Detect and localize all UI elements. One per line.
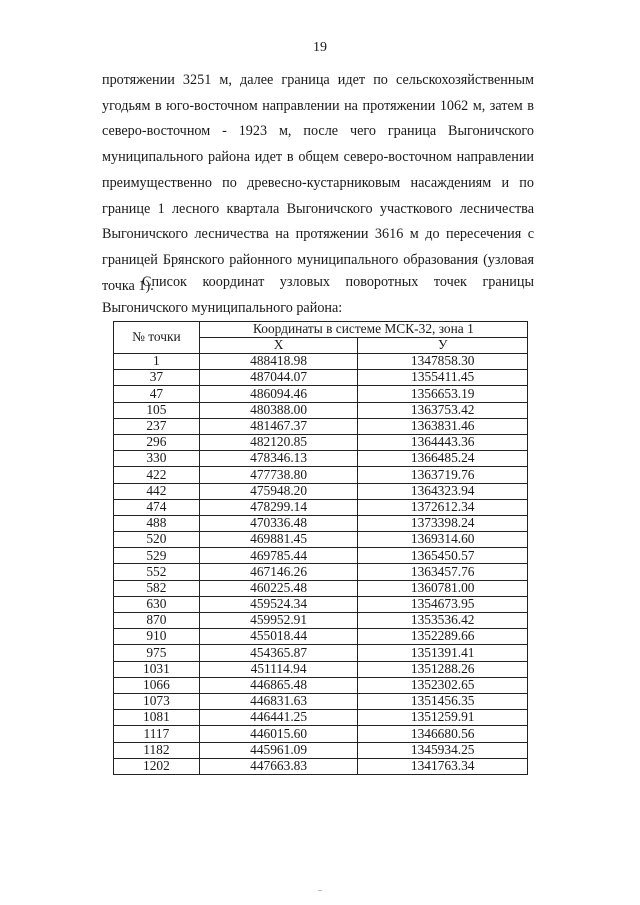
cell-x: 447663.83 bbox=[199, 758, 358, 774]
cell-y: 1364443.36 bbox=[358, 434, 528, 450]
cell-point-number: 296 bbox=[114, 434, 200, 450]
cell-y: 1363719.76 bbox=[358, 467, 528, 483]
cell-y: 1351259.91 bbox=[358, 710, 528, 726]
cell-point-number: 630 bbox=[114, 596, 200, 612]
cell-point-number: 582 bbox=[114, 580, 200, 596]
cell-y: 1363831.46 bbox=[358, 418, 528, 434]
cell-y: 1353536.42 bbox=[358, 613, 528, 629]
table-row bbox=[114, 402, 528, 418]
cell-point-number: 237 bbox=[114, 418, 200, 434]
table-row bbox=[114, 613, 528, 629]
header-x: X bbox=[199, 338, 358, 354]
cell-y: 1341763.34 bbox=[358, 758, 528, 774]
cell-x: 481467.37 bbox=[199, 418, 358, 434]
cell-x: 451114.94 bbox=[199, 661, 358, 677]
table-row bbox=[114, 370, 528, 386]
table-row bbox=[114, 483, 528, 499]
cell-x: 475948.20 bbox=[199, 483, 358, 499]
cell-point-number: 1117 bbox=[114, 726, 200, 742]
cell-point-number: 975 bbox=[114, 645, 200, 661]
cell-x: 454365.87 bbox=[199, 645, 358, 661]
cell-x: 459524.34 bbox=[199, 596, 358, 612]
cell-point-number: 37 bbox=[114, 370, 200, 386]
cell-x: 469785.44 bbox=[199, 548, 358, 564]
cell-point-number: 1182 bbox=[114, 742, 200, 758]
cell-y: 1347858.30 bbox=[358, 354, 528, 370]
cell-point-number: 520 bbox=[114, 532, 200, 548]
cell-x: 488418.98 bbox=[199, 354, 358, 370]
cell-x: 478346.13 bbox=[199, 451, 358, 467]
coordinates-table-body bbox=[114, 354, 528, 775]
cell-y: 1363457.76 bbox=[358, 564, 528, 580]
cell-y: 1373398.24 bbox=[358, 515, 528, 531]
cell-point-number: 1066 bbox=[114, 677, 200, 693]
table-row bbox=[114, 693, 528, 709]
cell-x: 467146.26 bbox=[199, 564, 358, 580]
body-paragraph-coordinates-intro: Список координат узловых поворотных точек границы Выгоничского муниципального района: bbox=[102, 274, 534, 316]
table-row bbox=[114, 386, 528, 402]
table-row bbox=[114, 645, 528, 661]
cell-point-number: 422 bbox=[114, 467, 200, 483]
footer-mark bbox=[318, 890, 322, 891]
table-row bbox=[114, 418, 528, 434]
cell-x: 446831.63 bbox=[199, 693, 358, 709]
cell-point-number: 1 bbox=[114, 354, 200, 370]
cell-point-number: 442 bbox=[114, 483, 200, 499]
cell-y: 1355411.45 bbox=[358, 370, 528, 386]
cell-y: 1354673.95 bbox=[358, 596, 528, 612]
table-row bbox=[114, 596, 528, 612]
table-row bbox=[114, 354, 528, 370]
coordinates-table bbox=[113, 321, 528, 775]
cell-x: 460225.48 bbox=[199, 580, 358, 596]
table-row bbox=[114, 726, 528, 742]
table-row bbox=[114, 499, 528, 515]
cell-y: 1360781.00 bbox=[358, 580, 528, 596]
cell-y: 1369314.60 bbox=[358, 532, 528, 548]
cell-point-number: 1202 bbox=[114, 758, 200, 774]
cell-y: 1356653.19 bbox=[358, 386, 528, 402]
cell-x: 478299.14 bbox=[199, 499, 358, 515]
cell-x: 477738.80 bbox=[199, 467, 358, 483]
table-row bbox=[114, 710, 528, 726]
cell-point-number: 1081 bbox=[114, 710, 200, 726]
body-paragraph-boundary: протяжении 3251 м, далее граница идет по сельскохозяйственным угодьям в юго-восточном направлении на протяжении 1062 м, затем в северо-восточном - 1923 м, после чего граница Выгоничского муниципального района идет в общем северо-восточном направлении преимущественно по древесно-кустарниковым насаждениям и по границе 1 лесного квартала Выгоничского участкового лесничества Выгоничского лесничества на протяжении 3616 м до пересечения с границей Брянского районного муниципального образования (узловая точка 1). bbox=[102, 72, 534, 294]
table-row bbox=[114, 548, 528, 564]
cell-point-number: 870 bbox=[114, 613, 200, 629]
cell-x: 480388.00 bbox=[199, 402, 358, 418]
cell-y: 1364323.94 bbox=[358, 483, 528, 499]
cell-y: 1372612.34 bbox=[358, 499, 528, 515]
cell-x: 455018.44 bbox=[199, 629, 358, 645]
table-row bbox=[114, 580, 528, 596]
cell-x: 469881.45 bbox=[199, 532, 358, 548]
cell-point-number: 474 bbox=[114, 499, 200, 515]
cell-point-number: 330 bbox=[114, 451, 200, 467]
cell-x: 446441.25 bbox=[199, 710, 358, 726]
cell-x: 487044.07 bbox=[199, 370, 358, 386]
header-coordinates-system: Координаты в системе МСК-32, зона 1 bbox=[199, 322, 527, 338]
page-number: 19 bbox=[313, 40, 327, 55]
table-row bbox=[114, 515, 528, 531]
cell-x: 482120.85 bbox=[199, 434, 358, 450]
table-row bbox=[114, 532, 528, 548]
table-row bbox=[114, 661, 528, 677]
cell-point-number: 1073 bbox=[114, 693, 200, 709]
cell-point-number: 47 bbox=[114, 386, 200, 402]
table-row bbox=[114, 451, 528, 467]
header-point-number: № точки bbox=[114, 322, 200, 354]
table-row bbox=[114, 564, 528, 580]
cell-y: 1365450.57 bbox=[358, 548, 528, 564]
cell-point-number: 105 bbox=[114, 402, 200, 418]
cell-x: 459952.91 bbox=[199, 613, 358, 629]
table-row bbox=[114, 742, 528, 758]
table-row bbox=[114, 758, 528, 774]
cell-point-number: 1031 bbox=[114, 661, 200, 677]
cell-point-number: 529 bbox=[114, 548, 200, 564]
table-row bbox=[114, 434, 528, 450]
table-row bbox=[114, 677, 528, 693]
cell-point-number: 488 bbox=[114, 515, 200, 531]
table-row bbox=[114, 629, 528, 645]
cell-y: 1345934.25 bbox=[358, 742, 528, 758]
cell-y: 1366485.24 bbox=[358, 451, 528, 467]
cell-x: 446865.48 bbox=[199, 677, 358, 693]
cell-y: 1351288.26 bbox=[358, 661, 528, 677]
cell-y: 1346680.56 bbox=[358, 726, 528, 742]
cell-x: 486094.46 bbox=[199, 386, 358, 402]
cell-point-number: 552 bbox=[114, 564, 200, 580]
cell-x: 470336.48 bbox=[199, 515, 358, 531]
cell-y: 1352289.66 bbox=[358, 629, 528, 645]
table-row bbox=[114, 467, 528, 483]
cell-y: 1351391.41 bbox=[358, 645, 528, 661]
cell-x: 445961.09 bbox=[199, 742, 358, 758]
cell-y: 1363753.42 bbox=[358, 402, 528, 418]
header-y: У bbox=[358, 338, 528, 354]
cell-y: 1351456.35 bbox=[358, 693, 528, 709]
cell-point-number: 910 bbox=[114, 629, 200, 645]
cell-y: 1352302.65 bbox=[358, 677, 528, 693]
cell-x: 446015.60 bbox=[199, 726, 358, 742]
